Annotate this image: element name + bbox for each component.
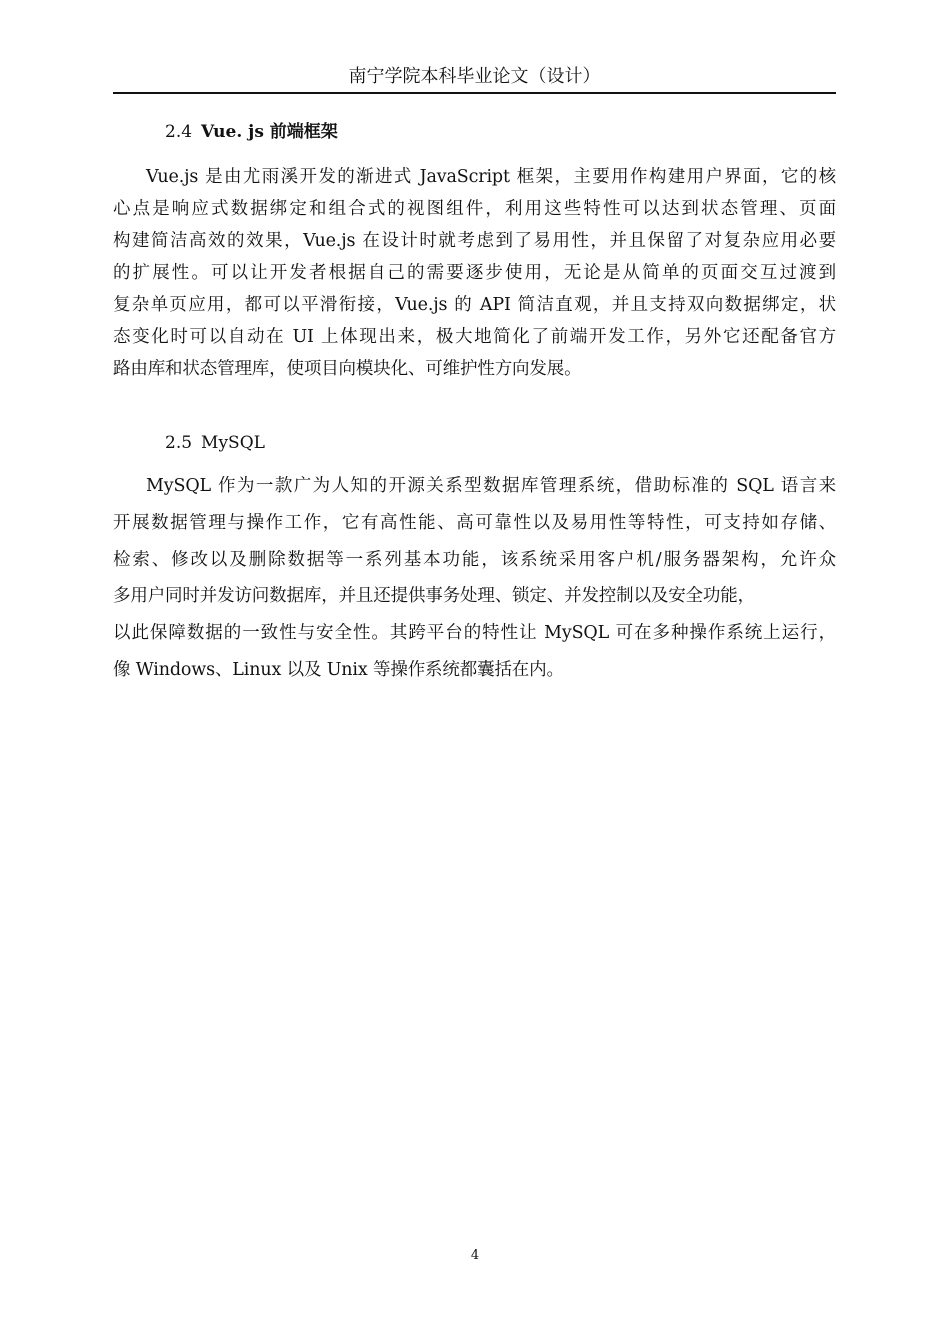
paragraph-line: 检索、修改以及删除数据等一系列基本功能，该系统采用客户机/服务器架构，允许众	[113, 549, 836, 570]
header-rule	[113, 92, 836, 94]
paragraph-line: 像 Windows、Linux 以及 Unix 等操作系统都囊括在内。	[113, 659, 564, 680]
section-title: Vue. js 前端框架	[201, 122, 338, 142]
paragraph-line: 心点是响应式数据绑定和组合式的视图组件，利用这些特性可以达到状态管理、页面	[113, 199, 836, 219]
paragraph-line: 复杂单页应用，都可以平滑衔接，Vue.js 的 API 简洁直观，并且支持双向数据绑定，状	[113, 295, 836, 315]
section-heading-2-4	[165, 121, 338, 143]
paragraph-line: 开展数据管理与操作工作，它有高性能、高可靠性以及易用性等特性，可支持如存储、	[113, 512, 836, 533]
paragraph-line: 多用户同时并发访问数据库，并且还提供事务处理、锁定、并发控制以及安全功能，	[113, 586, 755, 607]
paragraph-line: 路由库和状态管理库，使项目向模块化、可维护性方向发展。	[113, 359, 582, 379]
paragraph-line: MySQL 作为一款广为人知的开源关系型数据库管理系统，借助标准的 SQL 语言来	[146, 476, 836, 496]
paragraph-line: 的扩展性。可以让开发者根据自己的需要逐步使用，无论是从简单的页面交互过渡到	[113, 263, 836, 283]
paragraph-line: 构建简洁高效的效果，Vue.js 在设计时就考虑到了易用性，并且保留了对复杂应用必要	[113, 231, 836, 251]
paragraph-line: Vue.js 是由尤雨溪开发的渐进式 JavaScript 框架，主要用作构建用户界面，它的核	[146, 167, 836, 187]
running-header: 南宁学院本科毕业论文（设计）	[348, 66, 601, 87]
section-number: 2.4	[165, 122, 193, 142]
paragraph-line: 以此保障数据的一致性与安全性。其跨平台的特性让 MySQL 可在多种操作系统上运行，	[113, 623, 836, 644]
section-title: MySQL	[201, 433, 265, 453]
section-number: 2.5	[165, 433, 193, 453]
section-heading-2-5	[165, 432, 265, 454]
paragraph-mysql	[113, 468, 836, 689]
page-number: 4	[470, 1248, 480, 1263]
paragraph-line: 态变化时可以自动在 UI 上体现出来，极大地简化了前端开发工作，另外它还配备官方	[113, 327, 836, 347]
paragraph-vuejs	[113, 161, 836, 385]
